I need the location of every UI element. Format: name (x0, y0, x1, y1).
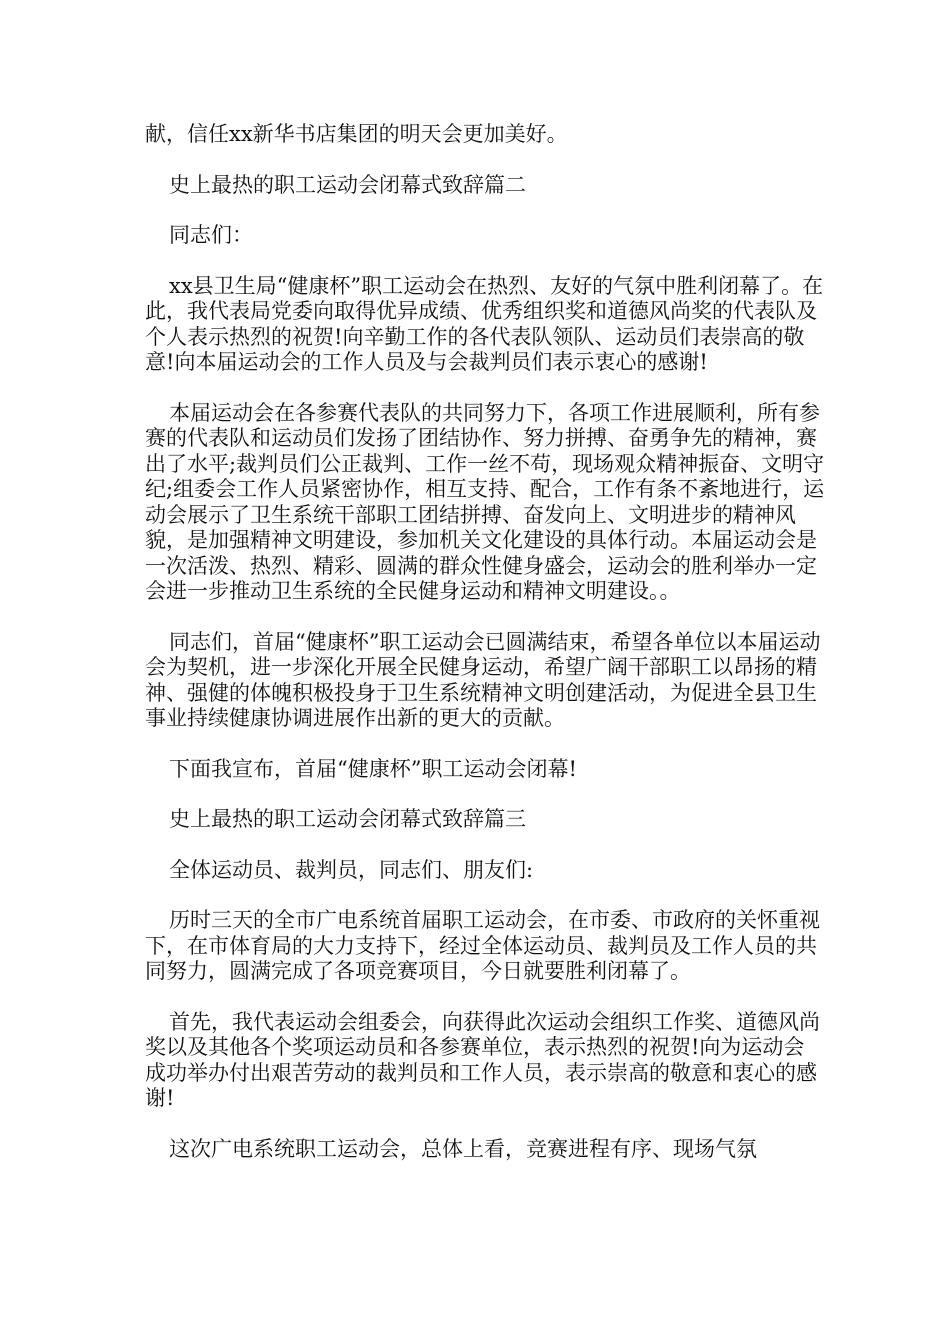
salutation: 同志们： (169, 223, 253, 247)
paragraph: 同志们，首届“健康杯”职工运动会已圆满结束，希望各单位以本届运动会为契机，进一步深化开展全民健身运动，希望广阔干部职工以昂扬的精神、强健的体魄积极投身于卫生系统精神文明创建活动，为促进全县卫生事业持续健康协调进展作出新的更大的贡献。 (145, 629, 821, 730)
section-heading-2: 史上最热的职工运动会闭幕式致辞篇二 (169, 172, 526, 197)
paragraph-continuation: 献，信任xx新华书店集团的明天会更加美好。 (145, 122, 568, 146)
section-heading-3: 史上最热的职工运动会闭幕式致辞篇三 (169, 807, 526, 831)
paragraph: 这次广电系统职工运动会，总体上看，竞赛进程有序、现场气氛 (169, 1136, 757, 1161)
paragraph: 历时三天的全市广电系统首届职工运动会，在市委、市政府的关怀重视下，在市体育局的大力支持下，经过全体运动员、裁判员及工作人员的共同努力，圆满完成了各项竞赛项目，今日就要胜利闭幕了。 (145, 908, 820, 983)
paragraph: xx县卫生局“健康杯”职工运动会在热烈、友好的气氛中胜利闭幕了。在此，我代表局党委向取得优异成绩、优秀组织奖和道德风尚奖的代表队及个人表示热烈的祝贺!向辛勤工作的各代表队领队、运动员们表崇高的敬意!向本届运动会的工作人员及与会裁判员们表示衷心的感谢! (145, 273, 824, 374)
paragraph: 本届运动会在各参赛代表队的共同努力下，各项工作进展顺利，所有参赛的代表队和运动员们发扬了团结协作、努力拼搏、奋勇争先的精神，赛出了水平;裁判员们公正裁判、工作一丝不苟，现场观众精神振奋、文明守纪;组委会工作人员紧密协作，相互支持、配合，工作有条不紊地进行，运动会展示了卫生系统干部职工团结拼搏、奋发向上、文明进步的精神风貌，是加强精神文明建设，参加机关文化建设的具体行动。本届运动会是一次活泼、热烈、精彩、圆满的群众性健身盛会，运动会的胜利举办一定会进一步推动卫生系统的全民健身运动和精神文明建设。。 (145, 400, 825, 603)
document-body (145, 122, 825, 1187)
salutation: 全体运动员、裁判员，同志们、朋友们: (169, 857, 534, 882)
paragraph: 首先，我代表运动会组委会，向获得此次运动会组织工作奖、道德风尚奖以及其他各个奖项运动员和各参赛单位，表示热烈的祝贺!向为运动会成功举办付出艰苦劳动的裁判员和工作人员，表示崇高的敬意和衷心的感谢! (145, 1009, 820, 1110)
paragraph: 下面我宣布，首届“健康杯”职工运动会闭幕! (169, 756, 577, 781)
